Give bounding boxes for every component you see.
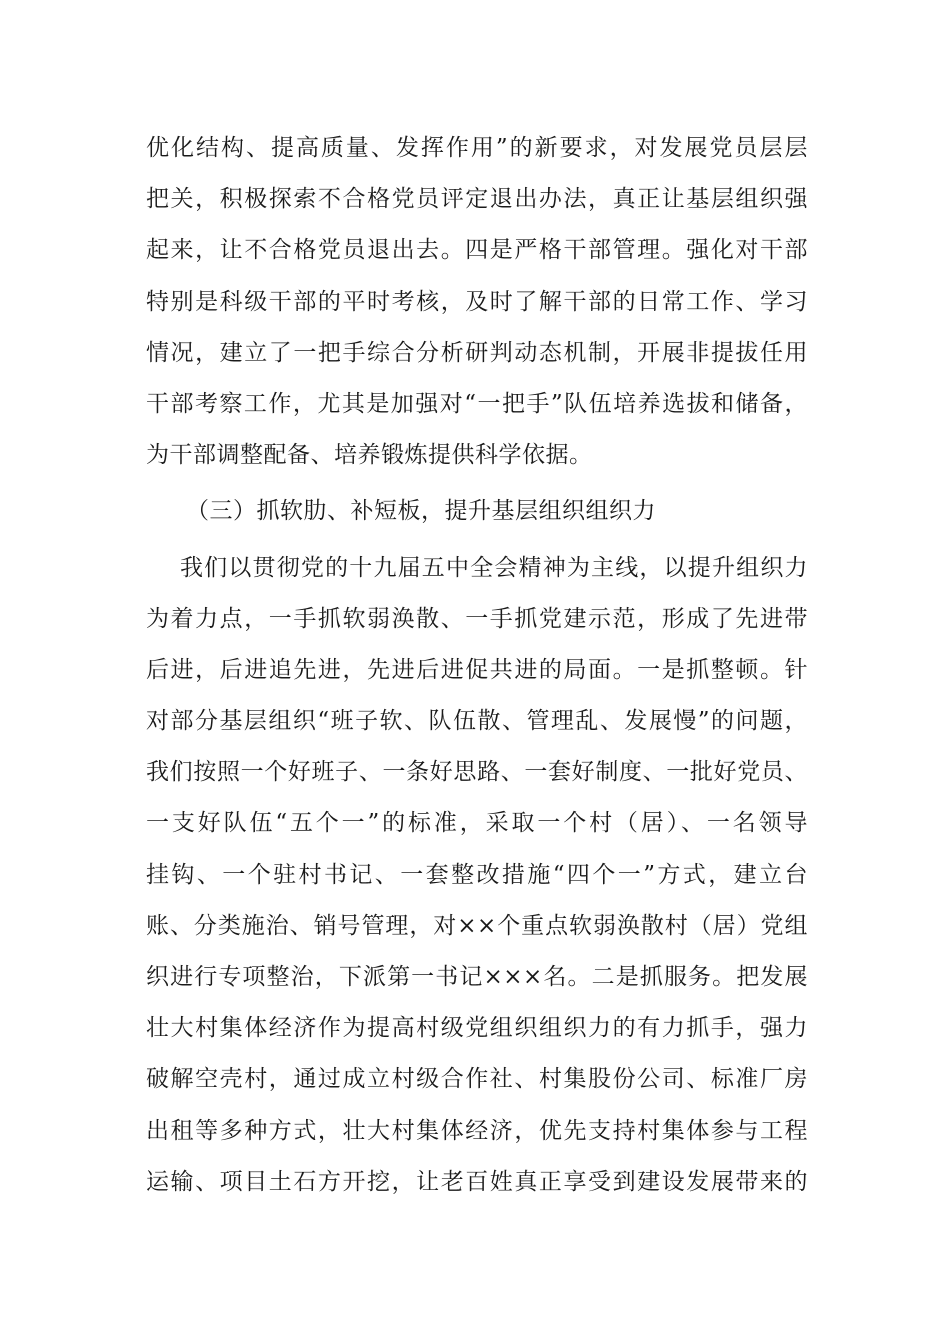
paragraph-section-three: [146, 543, 808, 1208]
text-line: 对部分基层组织“班子软、队伍散、管理乱、发展慢”的问题，: [146, 708, 808, 735]
paragraph-continued: [146, 123, 808, 481]
text-line: 我们以贯彻党的十九届五中全会精神为主线，以提升组织力: [180, 554, 808, 581]
text-line: 优化结构、提高质量、发挥作用”的新要求，对发展党员层层: [146, 135, 808, 161]
text-line: 为着力点，一手抓软弱涣散、一手抓党建示范，形成了先进带: [146, 605, 808, 632]
text-line: 我们按照一个好班子、一条好思路、一套好制度、一批好党员、: [146, 759, 808, 786]
text-line: 挂钩、一个驻村书记、一套整改措施“四个一”方式，建立台: [146, 861, 808, 888]
text-line: 破解空壳村，通过成立村级合作社、村集股份公司、标准厂房: [146, 1066, 808, 1093]
text-line: 把关，积极探索不合格党员评定退出办法，真正让基层组织强: [146, 186, 808, 213]
text-line: 为干部调整配备、培养锻炼提供科学依据。: [146, 442, 593, 469]
text-line: 壮大村集体经济作为提高村级党组织组织力的有力抓手，强力: [146, 1015, 808, 1042]
text-line: 一支好队伍“五个一”的标准，采取一个村（居）、一名领导: [146, 810, 808, 837]
text-line: 起来，让不合格党员退出去。四是严格干部管理。强化对干部: [146, 237, 808, 264]
text-line: 后进，后进追先进，先进后进促共进的局面。一是抓整顿。针: [146, 656, 808, 683]
document-body: [146, 123, 808, 1208]
text-line: 干部考察工作，尤其是加强对“一把手”队伍培养选拔和储备，: [146, 390, 808, 417]
text-line: 织进行专项整治，下派第一书记×××名。二是抓服务。把发展: [146, 964, 808, 990]
section-heading: （三）抓软肋、补短板，提升基层组织组织力: [186, 498, 656, 525]
text-line: 运输、项目土石方开挖，让老百姓真正享受到建设发展带来的: [146, 1168, 808, 1195]
text-line: 特别是科级干部的平时考核，及时了解干部的日常工作、学习: [146, 288, 808, 315]
text-line: 出租等多种方式，壮大村集体经济，优先支持村集体参与工程: [146, 1117, 808, 1144]
text-line: 情况，建立了一把手综合分析研判动态机制，开展非提拔任用: [146, 339, 808, 366]
text-line: 账、分类施治、销号管理，对××个重点软弱涣散村（居）党组: [146, 912, 808, 939]
